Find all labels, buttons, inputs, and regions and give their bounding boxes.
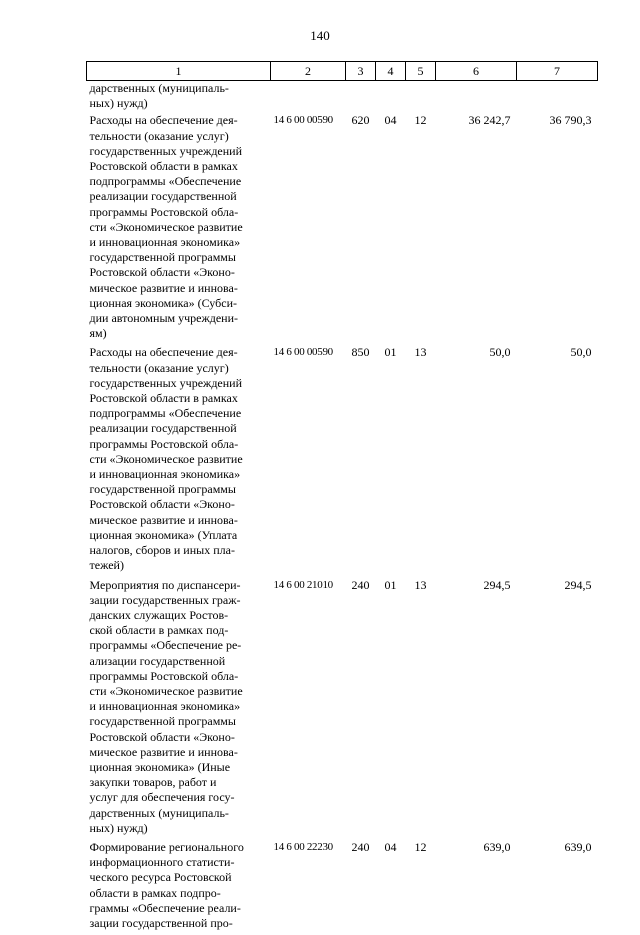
- expense-type: 620: [351, 113, 370, 128]
- expense-type: 240: [351, 839, 370, 854]
- column-header: 4: [376, 62, 406, 81]
- amount-col6: 36 242,7: [468, 113, 511, 128]
- section: 04: [384, 113, 397, 128]
- expense-type: [346, 81, 376, 114]
- column-header: 1: [87, 62, 271, 81]
- amount-col7: 639,0: [564, 839, 592, 854]
- page-number: 140: [310, 28, 330, 43]
- section: 04: [384, 839, 397, 854]
- amount-col6: 294,5: [483, 577, 511, 592]
- target-code: 14 6 00 00590: [273, 114, 333, 127]
- subsection: [406, 81, 436, 114]
- column-header: 3: [346, 62, 376, 81]
- column-header: 2: [271, 62, 346, 81]
- row-name: дарственных (муниципаль- ных) нужд): [89, 81, 229, 111]
- table-row: [87, 113, 598, 345]
- expense-type: 850: [351, 345, 370, 360]
- column-header: 6: [436, 62, 517, 81]
- target-code: 14 6 00 21010: [273, 578, 333, 591]
- subsection: 13: [414, 577, 427, 592]
- amount-col7: 50,0: [570, 345, 592, 360]
- target-code: 14 6 00 00590: [273, 346, 333, 359]
- amount-col6: 639,0: [483, 839, 511, 854]
- amount-col6: [436, 81, 517, 114]
- row-name: Расходы на обеспечение дея- тельности (оказание услуг) государственных учреждений Ростовской области в рамках подпрограммы «Обеспечение реализации государственной программы Ростовской обла- сти «Экономическое развитие и инновационная экономика» государственной программы Ростовской области «Эконо- мическое развитие и иннова- ционная экономика» (Субси- дии автономным учреждени- ям): [89, 113, 243, 341]
- target-code: 14 6 00 22230: [273, 840, 333, 853]
- amount-col6: 50,0: [489, 345, 511, 360]
- row-name: Расходы на обеспечение дея- тельности (оказание услуг) государственных учреждений Ростовской области в рамках подпрограммы «Обеспечение реализации государственной программы Ростовской обла- сти «Экономическое развитие и инновационная экономика» государственной программы Ростовской области «Эконо- мическое развитие и иннова- ционная экономика» (Уплата налогов, сборов и иных пла- тежей): [89, 345, 243, 573]
- subsection: 13: [414, 345, 427, 360]
- table-header-row: [87, 62, 598, 81]
- section: 01: [384, 577, 397, 592]
- section: [376, 81, 406, 114]
- table-row: [87, 81, 598, 114]
- subsection: 12: [414, 839, 427, 854]
- row-name: Мероприятия по диспансери- зации государственных граж- данских служащих Ростов- ской области в рамках под- программы «Обеспечение ре- ализации государственной программы Ростовской обла- сти «Экономическое развитие и инновационная экономика» государственной программы Ростовской области «Эконо- мическое развитие и иннова- ционная экономика» (Иные закупки товаров, работ и услуг для обеспечения госу- дарственных (муниципаль- ных) нужд): [89, 577, 243, 835]
- amount-col7: 294,5: [564, 577, 592, 592]
- table-row: [87, 578, 598, 840]
- budget-table: [86, 61, 598, 935]
- expense-type: 240: [351, 577, 370, 592]
- row-name: Формирование регионального информационного статисти- ческого ресурса Ростовской области в рамках подпро- граммы «Обеспечение реали- зации государственной про-: [89, 839, 244, 930]
- target-code: [271, 81, 346, 114]
- table-row: [87, 840, 598, 935]
- section: 01: [384, 345, 397, 360]
- table-row: [87, 345, 598, 577]
- amount-col7: 36 790,3: [549, 113, 592, 128]
- amount-col7: [517, 81, 598, 114]
- subsection: 12: [414, 113, 427, 128]
- column-header: 5: [406, 62, 436, 81]
- column-header: 7: [517, 62, 598, 81]
